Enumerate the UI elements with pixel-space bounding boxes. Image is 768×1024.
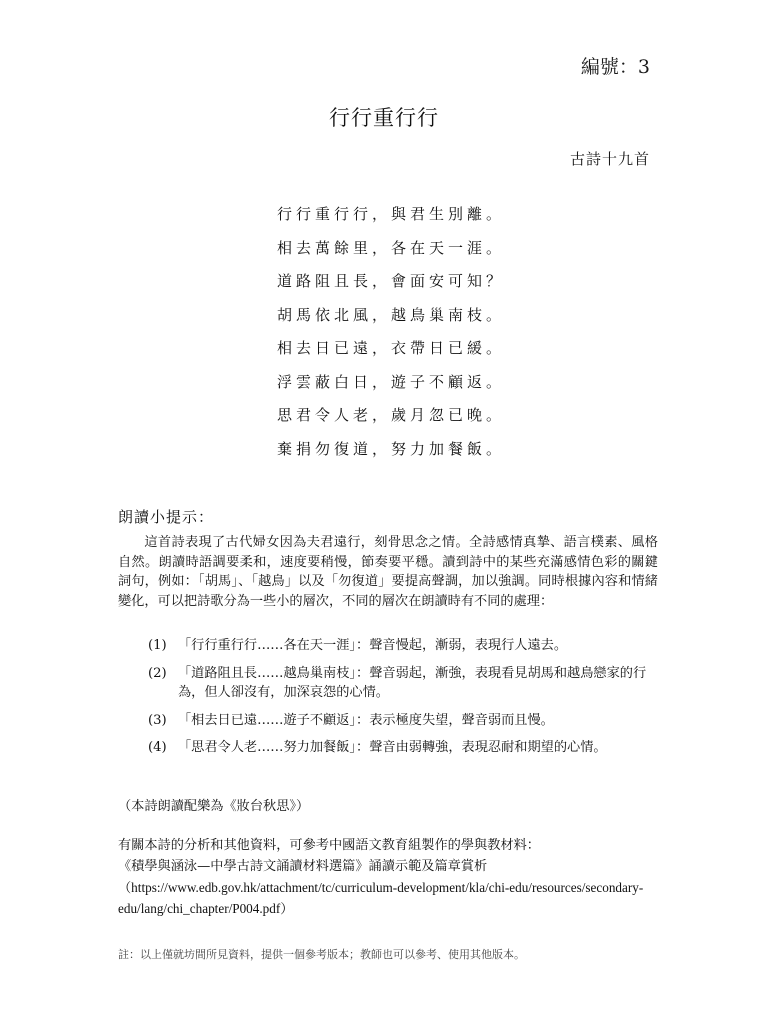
- music-note: （本詩朗讀配樂為《妝台秋思》）: [118, 799, 310, 814]
- tips-paragraph: 這首詩表現了古代婦女因為夫君遠行，刻骨思念之情。全詩感情真摯、語言樸素、風格自然。朗讀時語調要柔和，速度要稍慢，節奏要平穩。讀到詩中的某些充滿感情色彩的關鍵詞句，例如：「胡馬」、「越鳥」以及「勿復道」要提高聲調，加以強調。同時根據內容和情緒變化，可以把詩歌分為一些小的層次，不同的層次在朗讀時有不同的處理：: [118, 535, 658, 609]
- tips-heading: 朗讀小提示：: [118, 508, 215, 526]
- poem-line: 胡馬依北風，越鳥巢南枝。: [277, 305, 506, 324]
- poem-line: 道路阻且長，會面安可知？: [277, 272, 506, 290]
- list-item-text: 「行行重行行……各在天一涯」：聲音慢起，漸弱，表現行人遠去。: [178, 638, 568, 653]
- list-item-number: (2): [148, 665, 167, 681]
- list-item-text: 「相去日已遠……遊子不顧返」：表示極度失望，聲音弱而且慢。: [178, 712, 554, 728]
- poem-line: 棄捐勿復道，努力加餐飯。: [277, 439, 506, 458]
- list-item: [148, 738, 660, 758]
- list-item-number: (1): [148, 638, 167, 653]
- poem-line: 相去日已遠，衣帶日已緩。: [277, 339, 506, 357]
- tips-list: [148, 636, 660, 766]
- references-url[interactable]: （https://www.edb.gov.hk/attachment/tc/curriculum-development/kla/chi-edu/resources/secondary-edu/lang/chi_chapter/P004.pdf）: [118, 880, 644, 916]
- list-item: [148, 636, 660, 656]
- list-item-text: 「思君令人老……努力加餐飯」：聲音由弱轉強，表現忍耐和期望的心情。: [178, 740, 607, 755]
- poem-line: 相去萬餘里，各在天一涯。: [277, 238, 506, 257]
- tips-body: [118, 533, 658, 611]
- footnote: 註：以上僅就坊間所見資料，提供一個參考版本；教師也可以參考、使用其他版本。: [118, 948, 525, 961]
- poem-title: 行行重行行: [329, 106, 439, 130]
- poem-body: [277, 200, 505, 468]
- list-item-text: 「道路阻且長……越鳥巢南枝」：聲音弱起，漸強，表現看見胡馬和越鳥戀家的行為，但人卻沒有，加深哀怨的心情。: [178, 665, 647, 700]
- serial-number: 編號：3: [580, 56, 650, 78]
- list-item: [148, 711, 660, 731]
- poem-line: 思君令人老，歲月忽已晚。: [277, 406, 506, 424]
- list-item-number: (4): [148, 740, 167, 755]
- references-intro: 有關本詩的分析和其他資料，可參考中國語文教育組製作的學與教材料：: [118, 838, 540, 853]
- references-book: 《積學與涵泳—中學古詩文誦讀材料選篇》誦讀示範及篇章賞析: [118, 859, 488, 874]
- list-item: [148, 664, 660, 703]
- poem-line: 浮雲蔽白日，遊子不顧返。: [277, 372, 506, 391]
- references: [118, 835, 658, 919]
- poem-source: 古詩十九首: [569, 150, 650, 168]
- list-item-number: (3): [148, 712, 167, 728]
- poem-line: 行行重行行，與君生別離。: [277, 205, 506, 223]
